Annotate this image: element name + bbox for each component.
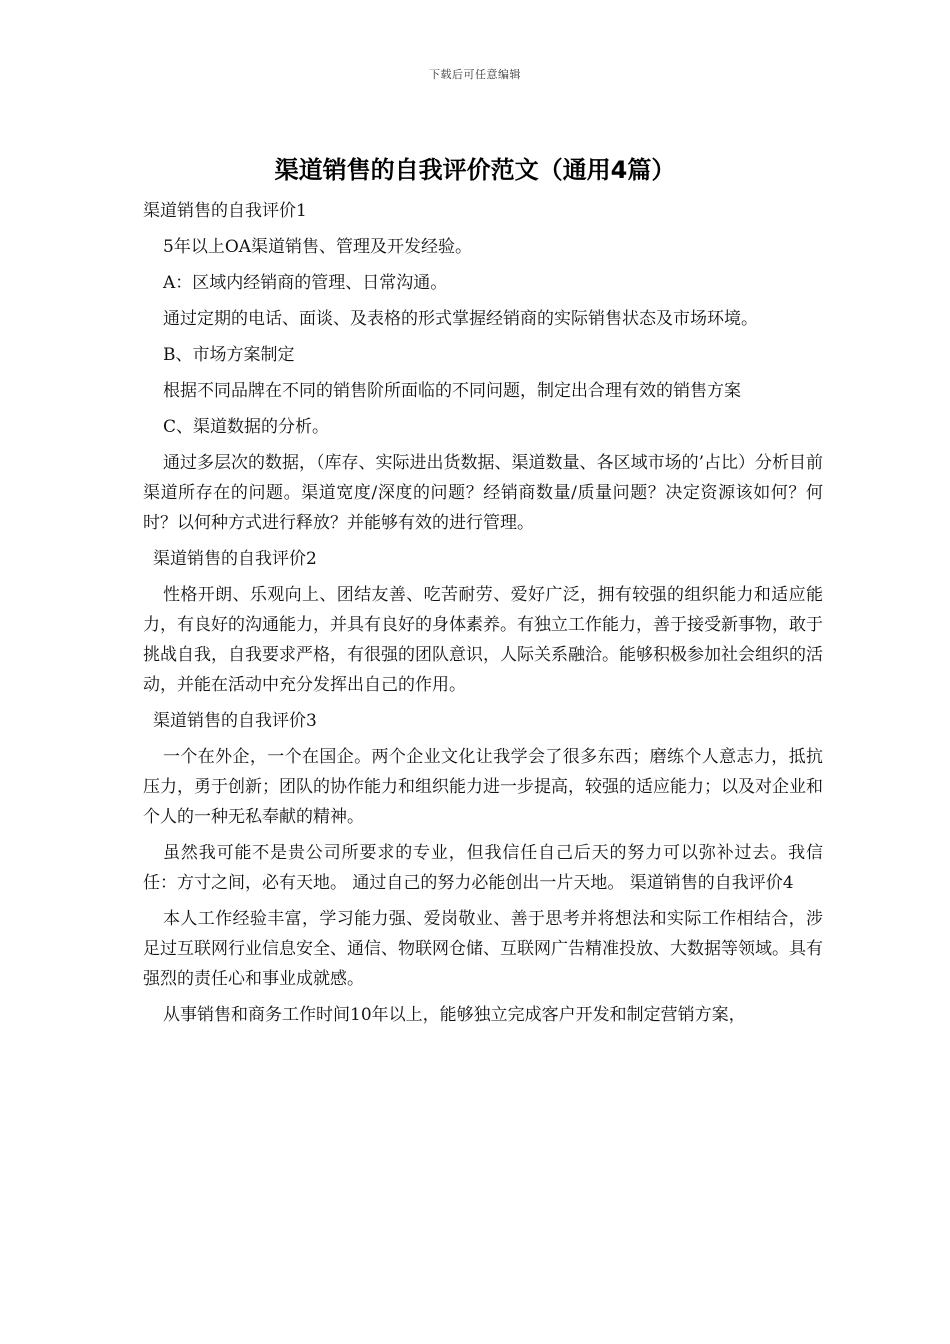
paragraph: 通过多层次的数据，（库存、实际进出货数据、渠道数量、各区域市场的’占比）分析目前渠道所存在的问题。渠道宽度/深度的问题？经销商数量/质量问题？决定资源该如何？何时？以何种方式进行释放？并能够有效的进行管理。 <box>143 453 823 533</box>
header-note: 下载后可任意编辑 <box>429 68 521 81</box>
paragraph: A：区域内经销商的管理、日常沟通。 <box>163 273 448 293</box>
paragraph: B、市场方案制定 <box>163 345 295 365</box>
section-heading-3: 渠道销售的自我评价3 <box>153 711 317 731</box>
document-body <box>143 196 823 1036</box>
paragraph: C、渠道数据的分析。 <box>163 417 330 437</box>
section-heading-2: 渠道销售的自我评价2 <box>153 549 317 569</box>
paragraph: 虽然我可能不是贵公司所要求的专业，但我信任自己后天的努力可以弥补过去。我信任：方寸之间，必有天地。 通过自己的努力必能创出一片天地。 渠道销售的自我评价4 <box>143 843 823 893</box>
paragraph: 根据不同品牌在不同的销售阶所面临的不同问题，制定出合理有效的销售方案 <box>163 381 741 401</box>
paragraph: 一个在外企，一个在国企。两个企业文化让我学会了很多东西；磨练个人意志力，抵抗压力，勇于创新；团队的协作能力和组织能力进一步提高，较强的适应能力；以及对企业和个人的一种无私奉献的精神。 <box>143 747 823 827</box>
paragraph: 本人工作经验丰富，学习能力强、爱岗敬业、善于思考并将想法和实际工作相结合，涉足过互联网行业信息安全、通信、物联网仓储、互联网广告精准投放、大数据等领域。具有强烈的责任心和事业成就感。 <box>143 909 823 989</box>
paragraph: 性格开朗、乐观向上、团结友善、吃苦耐劳、爱好广泛，拥有较强的组织能力和适应能力，有良好的沟通能力，并具有良好的身体素养。有独立工作能力，善于接受新事物，敢于挑战自我，自我要求严格，有很强的团队意识，人际关系融洽。能够积极参加社会组织的活动，并能在活动中充分发挥出自己的作用。 <box>143 585 823 695</box>
section-heading-1: 渠道销售的自我评价1 <box>143 201 307 221</box>
paragraph: 通过定期的电话、面谈、及表格的形式掌握经销商的实际销售状态及市场环境。 <box>163 309 758 329</box>
paragraph: 5年以上OA渠道销售、管理及开发经验。 <box>163 237 473 257</box>
paragraph: 从事销售和商务工作时间10年以上，能够独立完成客户开发和制定营销方案， <box>163 1005 746 1025</box>
document-title: 渠道销售的自我评价范文（通用4篇） <box>274 156 676 184</box>
